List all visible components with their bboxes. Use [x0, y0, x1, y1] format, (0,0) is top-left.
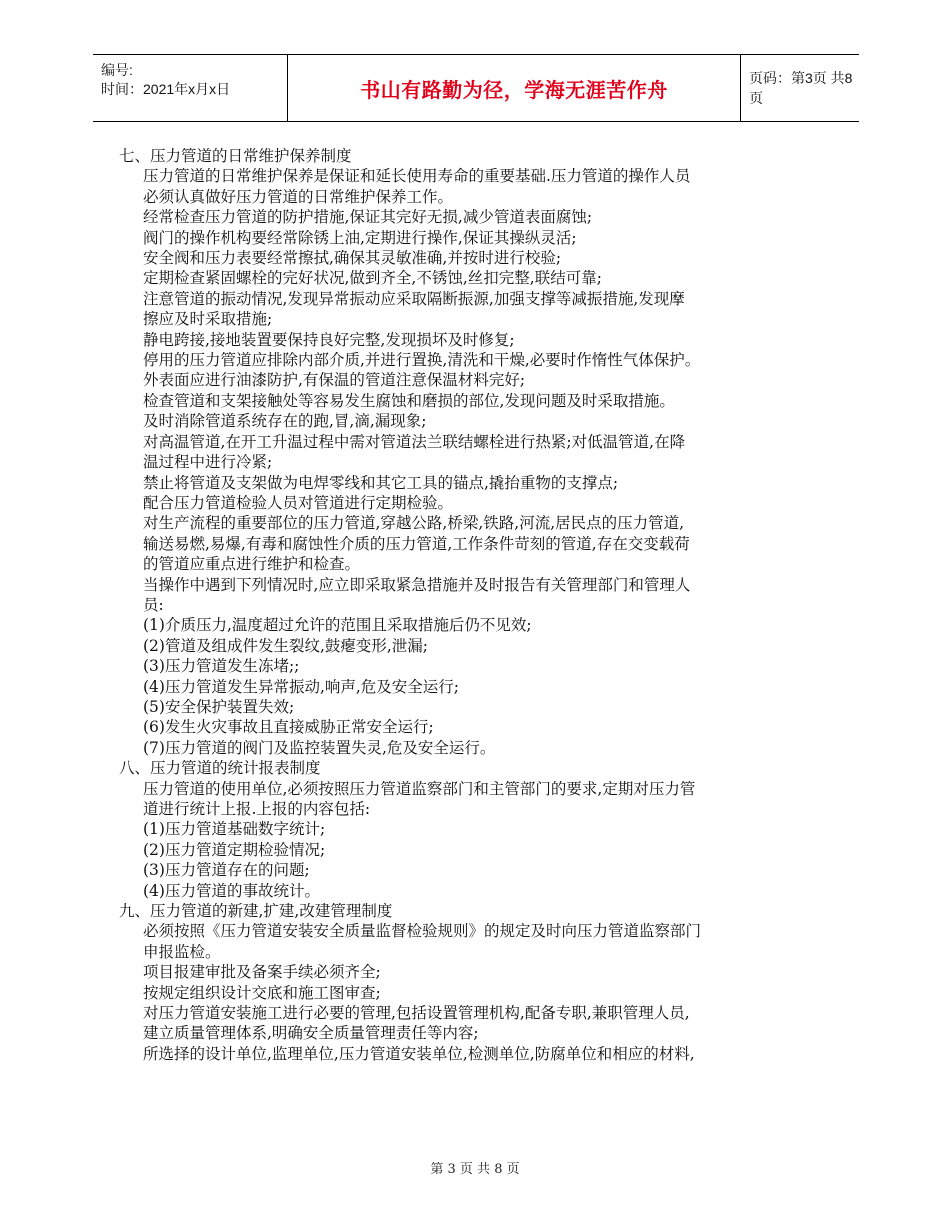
list-item: (2)管道及组成件发生裂纹,鼓瘪变形,泄漏;	[143, 636, 429, 655]
paragraph-line: 外表面应进行油漆防护,有保温的管道注意保温材料完好;	[143, 371, 526, 390]
paragraph-line: 申报监检。	[143, 942, 221, 961]
paragraph-line: 温过程中进行冷紧;	[143, 453, 273, 472]
list-item: (4)压力管道发生异常振动,响声,危及安全运行;	[143, 677, 460, 696]
paragraph-line: 及时消除管道系统存在的跑,冒,滴,漏现象;	[143, 412, 427, 431]
paragraph-line: 所选择的设计单位,监理单位,压力管道安装单位,检测单位,防腐单位和相应的材料,	[143, 1044, 695, 1063]
header-motto: 书山有路勤为径，学海无涯苦作舟	[287, 55, 741, 121]
paragraph-line: 输送易燃,易爆,有毒和腐蚀性介质的压力管道,工作条件苛刻的管道,存在交变载荷	[143, 534, 690, 553]
paragraph-line: 按规定组织设计交底和施工图审查;	[143, 983, 381, 1002]
list-item: (5)安全保护装置失效;	[143, 697, 295, 716]
paragraph-line: 员:	[143, 595, 164, 614]
list-item: (3)压力管道发生冻堵;;	[143, 657, 300, 676]
paragraph-line: 经常检查压力管道的防护措施,保证其完好无损,减少管道表面腐蚀;	[143, 208, 593, 227]
paragraph-line: 配合压力管道检验人员对管道进行定期检验。	[143, 493, 454, 512]
list-item: (1)介质压力,温度超过允许的范围且采取措施后仍不见效;	[143, 616, 532, 635]
paragraph-line: 项目报建审批及备案手续必须齐全;	[143, 963, 381, 982]
page-header	[93, 54, 859, 122]
paragraph-line: 注意管道的振动情况,发现异常振动应采取隔断振源,加强支撑等减振措施,发现摩	[143, 289, 685, 308]
list-item: (4)压力管道的事故统计。	[143, 881, 320, 900]
section-heading-7: 七、压力管道的日常维护保养制度	[119, 147, 352, 165]
document-body	[119, 146, 819, 1064]
paragraph-line: 对压力管道安装施工进行必要的管理,包括设置管理机构,配备专职,兼职管理人员,	[143, 1004, 690, 1023]
paragraph-line: 定期检查紧固螺栓的完好状况,做到齐全,不锈蚀,丝扣完整,联结可靠;	[143, 269, 602, 288]
header-page-label: 页码：第3页 共8页	[749, 70, 853, 106]
section-heading-8: 八、压力管道的统计报表制度	[119, 759, 321, 778]
paragraph-line: 阀门的操作机构要经常除锈上油,定期进行操作,保证其操纵灵活;	[143, 228, 577, 247]
paragraph-line: 压力管道的使用单位,必须按照压力管道监察部门和主管部门的要求,定期对压力管	[143, 779, 696, 798]
document-number-label: 编号:	[101, 62, 133, 78]
paragraph-line: 禁止将管道及支架做为电焊零线和其它工具的锚点,撬抬重物的支撑点;	[143, 473, 619, 492]
paragraph-line: 的管道应重点进行维护和检查。	[143, 555, 361, 574]
paragraph-line: 安全阀和压力表要经常擦拭,确保其灵敏准确,并按时进行校验;	[143, 249, 562, 268]
paragraph-line: 当操作中遇到下列情况时,应立即采取紧急措施并及时报告有关管理部门和管理人	[143, 575, 691, 594]
list-item: (3)压力管道存在的问题;	[143, 861, 310, 880]
header-meta	[93, 55, 287, 121]
paragraph-line: 擦应及时采取措施;	[143, 310, 273, 329]
list-item: (7)压力管道的阀门及监控装置失灵,危及安全运行。	[143, 738, 496, 757]
list-item: (6)发生火灾事故且直接威胁正常安全运行;	[143, 718, 434, 737]
paragraph-line: 对生产流程的重要部位的压力管道,穿越公路,桥梁,铁路,河流,居民点的压力管道,	[143, 514, 685, 533]
section-heading-9: 九、压力管道的新建,扩建,改建管理制度	[119, 902, 393, 921]
paragraph-line: 道进行统计上报.上报的内容包括:	[143, 800, 371, 818]
paragraph-line: 静电跨接,接地装置要保持良好完整,发现损坏及时修复;	[143, 330, 515, 349]
paragraph-line: 对高温管道,在开工升温过程中需对管道法兰联结螺栓进行热紧;对低温管道,在降	[143, 432, 686, 451]
paragraph-line: 建立质量管理体系,明确安全质量管理责任等内容;	[143, 1024, 479, 1043]
paragraph-line: 停用的压力管道应排除内部介质,并进行置换,清洗和干燥,必要时作惰性气体保护。	[143, 351, 701, 370]
paragraph-line: 压力管道的日常维护保养是保证和延长使用寿命的重要基础.压力管道的操作人员	[143, 167, 691, 186]
document-date-label: 时间：2021年x月x日	[101, 81, 231, 97]
page-footer: 第 3 页 共 8 页	[430, 1162, 520, 1177]
paragraph-line: 必须按照《压力管道安装安全质量监督检验规则》的规定及时向压力管道监察部门	[143, 922, 702, 941]
paragraph-line: 检查管道和支架接触处等容易发生腐蚀和磨损的部位,发现问题及时采取措施。	[143, 391, 675, 410]
list-item: (2)压力管道定期检验情况;	[143, 840, 326, 859]
list-item: (1)压力管道基础数字统计;	[143, 820, 326, 839]
paragraph-line: 必须认真做好压力管道的日常维护保养工作。	[143, 187, 454, 206]
